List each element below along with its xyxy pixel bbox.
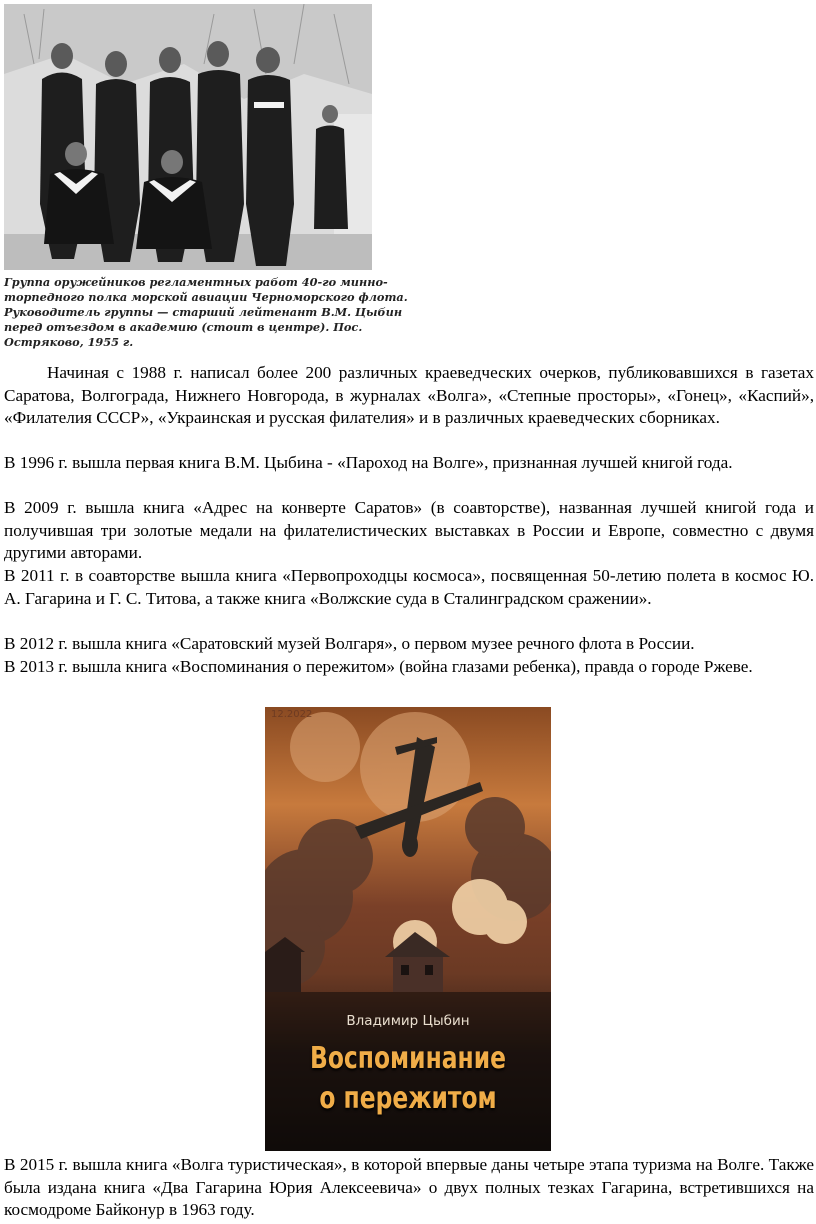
photo-caption xyxy=(4,275,408,350)
paragraph-2011: В 2011 г. в соавторстве вышла книга «Первопроходцы космоса», посвященная 50-летию полета в космос Ю. А. Гагарина и Г. С. Титова, а также книга «Волжские суда в Сталинградском сражении». xyxy=(4,566,814,608)
cover-title-line: о пережитом xyxy=(319,1081,497,1116)
group-photo-illustration xyxy=(4,4,372,270)
cover-corner-text: 12.2022 xyxy=(271,709,313,720)
paragraph-1996: В 1996 г. вышла первая книга В.М. Цыбина - «Пароход на Волге», признанная лучшей книгой года. xyxy=(4,453,733,472)
cover-author: Владимир Цыбин xyxy=(346,1013,470,1029)
group-photo xyxy=(4,4,372,270)
cover-title-line: Воспоминание xyxy=(310,1041,506,1076)
paragraph-2013: В 2013 г. вышла книга «Воспоминания о пережитом» (война глазами ребенка), правда о городе Ржеве. xyxy=(4,657,753,676)
paragraph-essays: Начиная с 1988 г. написал более 200 различных краеведческих очерков, публиковавшихся в газетах Саратова, Волгограда, Нижнего Новгорода, в журналах «Волга», «Степные просторы», «Гонец», «Каспий», «Филателия СССР», «Украинская и русская филателия» и в различных краеведческих сборниках. xyxy=(4,363,814,428)
book-cover-image xyxy=(265,707,551,1151)
caption-line: перед отъездом в академию (стоит в центре). Пос. xyxy=(4,320,363,334)
paragraph-2015: В 2015 г. вышла книга «Волга туристическая», в которой впервые даны четыре этапа туризма на Волге. Также была издана книга «Два Гагарина Юрия Алексеевича» о двух полных тезках Гагарина, встретившихся на космодроме Байконур в 1963 году. xyxy=(4,1155,814,1220)
cover-title xyxy=(296,1039,519,1119)
caption-line: торпедного полка морской авиации Черноморского флота. xyxy=(4,290,408,304)
paragraph-2012: В 2012 г. вышла книга «Саратовский музей Волгаря», о первом музее речного флота в России. xyxy=(4,634,695,653)
paragraph-2009: В 2009 г. вышла книга «Адрес на конверте Саратов» (в соавторстве), названная лучшей книгой года и получившая три золотые медали на филателистических выставках в России и Европе, совместно с двумя другими авторами. xyxy=(4,498,814,563)
caption-line: Руководитель группы — старший лейтенант В.М. Цыбин xyxy=(4,305,403,319)
caption-line: Остряково, 1955 г. xyxy=(4,335,134,349)
caption-line: Группа оружейников регламентных работ 40-го минно- xyxy=(4,275,388,289)
